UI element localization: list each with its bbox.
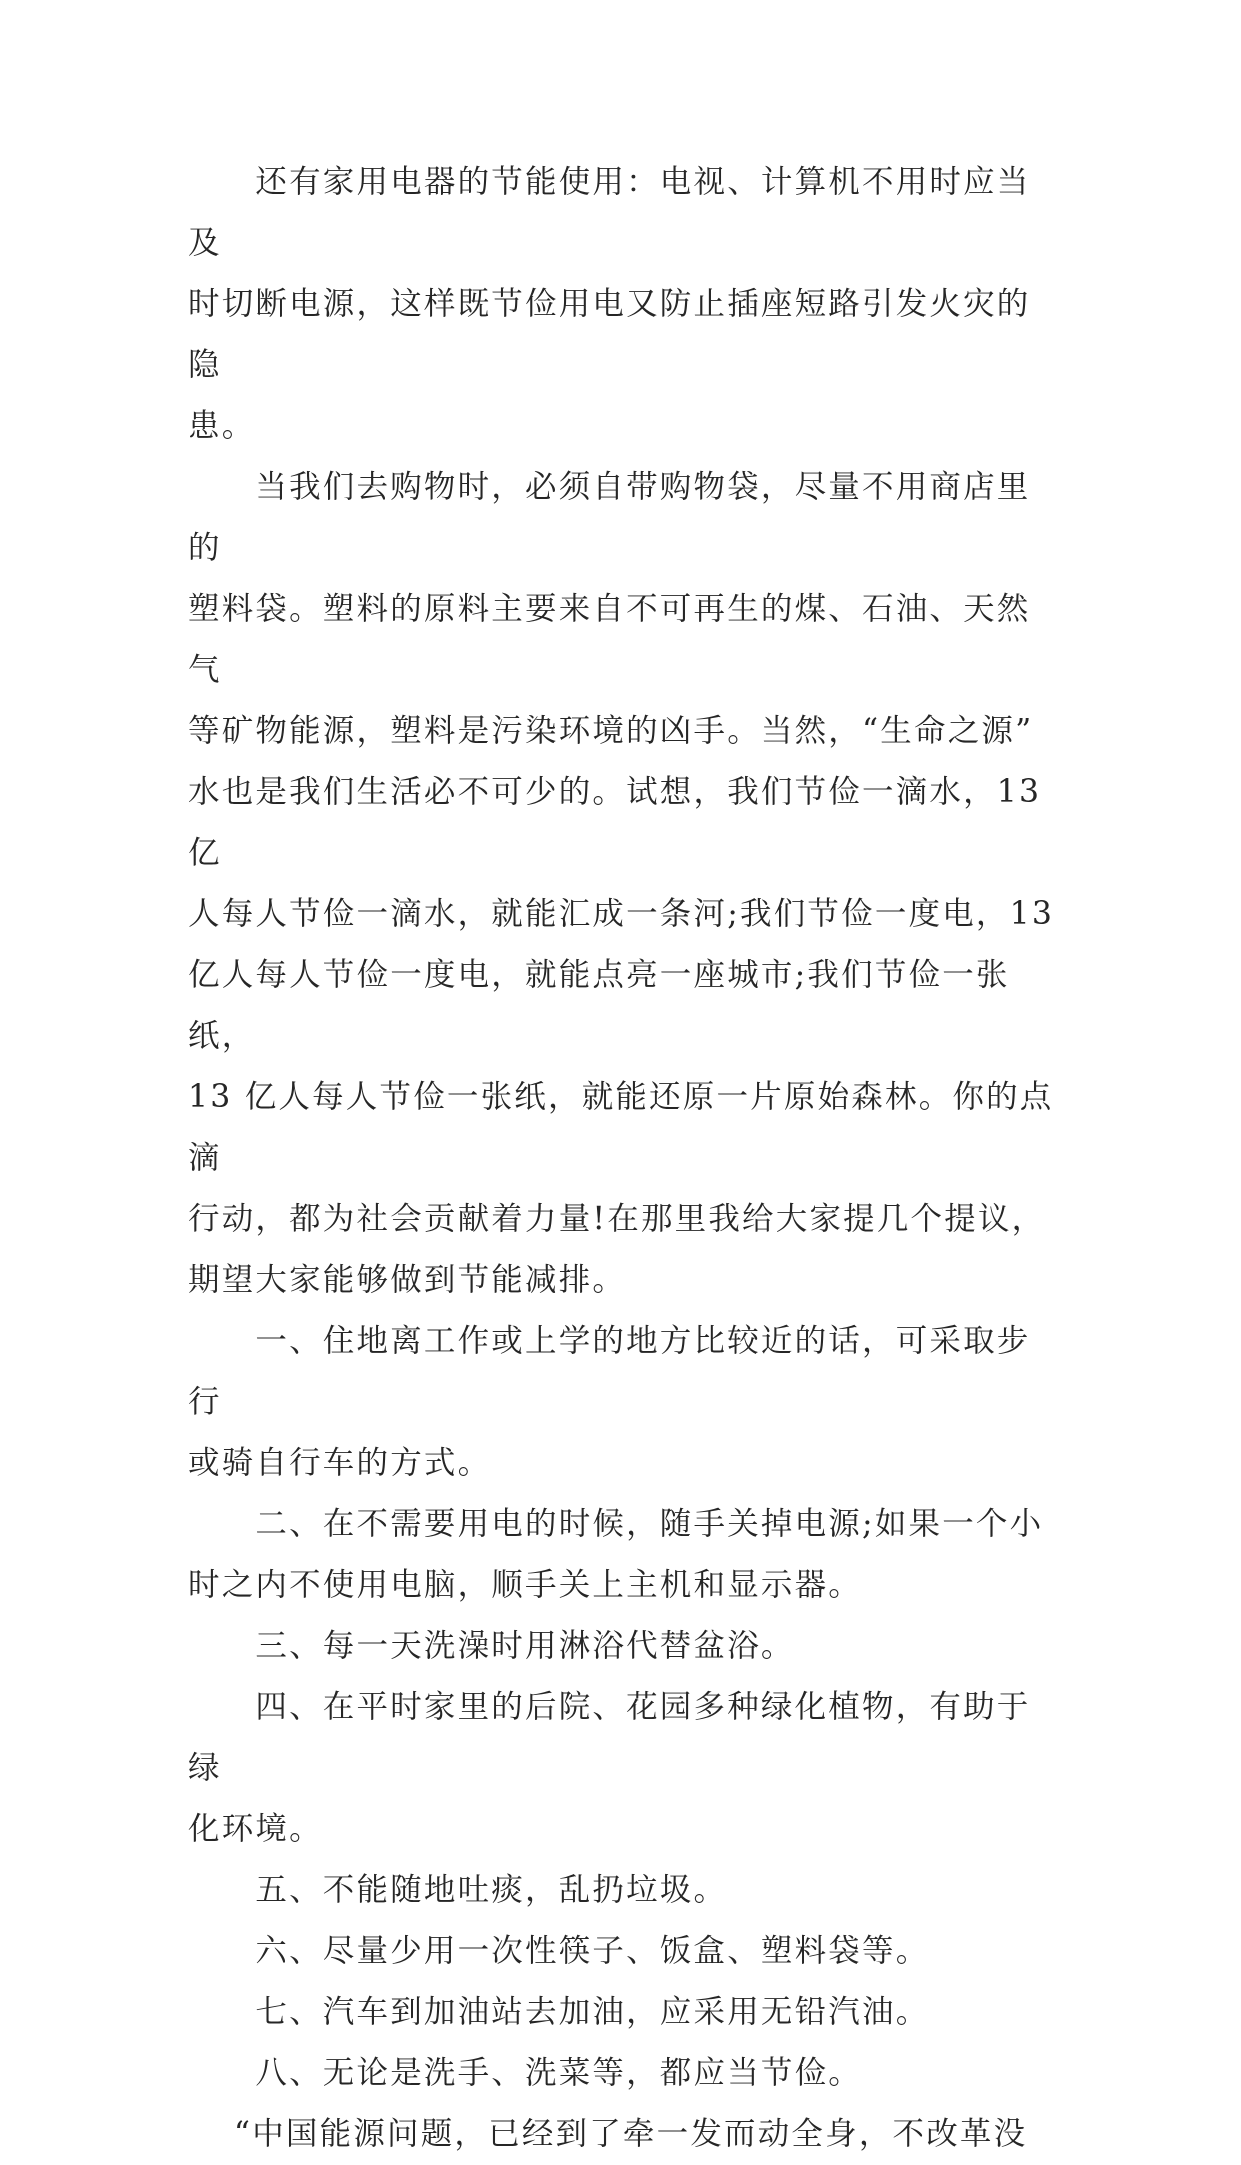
text-line: 塑料袋。塑料的原料主要来自不可再生的煤、石油、天然气: [188, 591, 1031, 688]
text-line: 六、尽量少用一次性筷子、饭盒、塑料袋等。: [188, 1933, 930, 1969]
text-line: 时之内不使用电脑，顺手关上主机和显示器。: [188, 1567, 863, 1603]
list-item-5: [188, 1860, 1058, 1921]
text-line: 一、住地离工作或上学的地方比较近的话，可采取步行: [188, 1323, 1031, 1420]
text-line: 13 亿人每人节俭一张纸，就能还原一片原始森林。你的点滴: [188, 1079, 1054, 1176]
list-item-4: [188, 1677, 1058, 1860]
paragraph-quote-energy-issue: [188, 2104, 1058, 2165]
text-line: 当我们去购物时，必须自带购物袋，尽量不用商店里的: [188, 469, 1031, 566]
list-item-1: [188, 1311, 1058, 1494]
list-item-3: [188, 1616, 1058, 1677]
list-item-7: [188, 1982, 1058, 2043]
list-item-2: [188, 1494, 1058, 1616]
text-line: 化环境。: [188, 1811, 323, 1847]
text-line: 期望大家能够做到节能减排。: [188, 1262, 627, 1298]
paragraph-appliance-energy-saving: [188, 152, 1058, 457]
text-line: 八、无论是洗手、洗菜等，都应当节俭。: [188, 2055, 863, 2091]
text-line: 时切断电源，这样既节俭用电又防止插座短路引发火灾的隐: [188, 286, 1031, 383]
text-line: 五、不能随地吐痰，乱扔垃圾。: [188, 1872, 728, 1908]
list-item-8: [188, 2043, 1058, 2104]
text-line: 行动，都为社会贡献着力量!在那里我给大家提几个提议，: [188, 1201, 1046, 1237]
paragraph-shopping-bags-water: [188, 457, 1058, 1311]
text-line: 三、每一天洗澡时用淋浴代替盆浴。: [188, 1628, 795, 1664]
text-line: 患。: [188, 408, 256, 444]
text-line: 等矿物能源，塑料是污染环境的凶手。当然，“生命之源”: [188, 713, 1034, 749]
text-line: 亿人每人节俭一度电，就能点亮一座城市;我们节俭一张纸，: [188, 957, 1010, 1054]
text-line: 二、在不需要用电的时候，随手关掉电源;如果一个小: [188, 1506, 1044, 1542]
text-line: 水也是我们生活必不可少的。试想，我们节俭一滴水，13 亿: [188, 774, 1042, 871]
document-body: [188, 152, 1058, 2165]
text-line: 或骑自行车的方式。: [188, 1445, 492, 1481]
list-item-6: [188, 1921, 1058, 1982]
text-line: 还有家用电器的节能使用：电视、计算机不用时应当及: [188, 164, 1031, 261]
text-line: 四、在平时家里的后院、花园多种绿化植物，有助于绿: [188, 1689, 1031, 1786]
text-line: 七、汽车到加油站去加油，应采用无铅汽油。: [188, 1994, 930, 2030]
text-line: 人每人节俭一滴水，就能汇成一条河;我们节俭一度电，13: [188, 896, 1055, 932]
text-line: “中国能源问题，已经到了牵一发而动全身，不改革没: [188, 2116, 1028, 2152]
